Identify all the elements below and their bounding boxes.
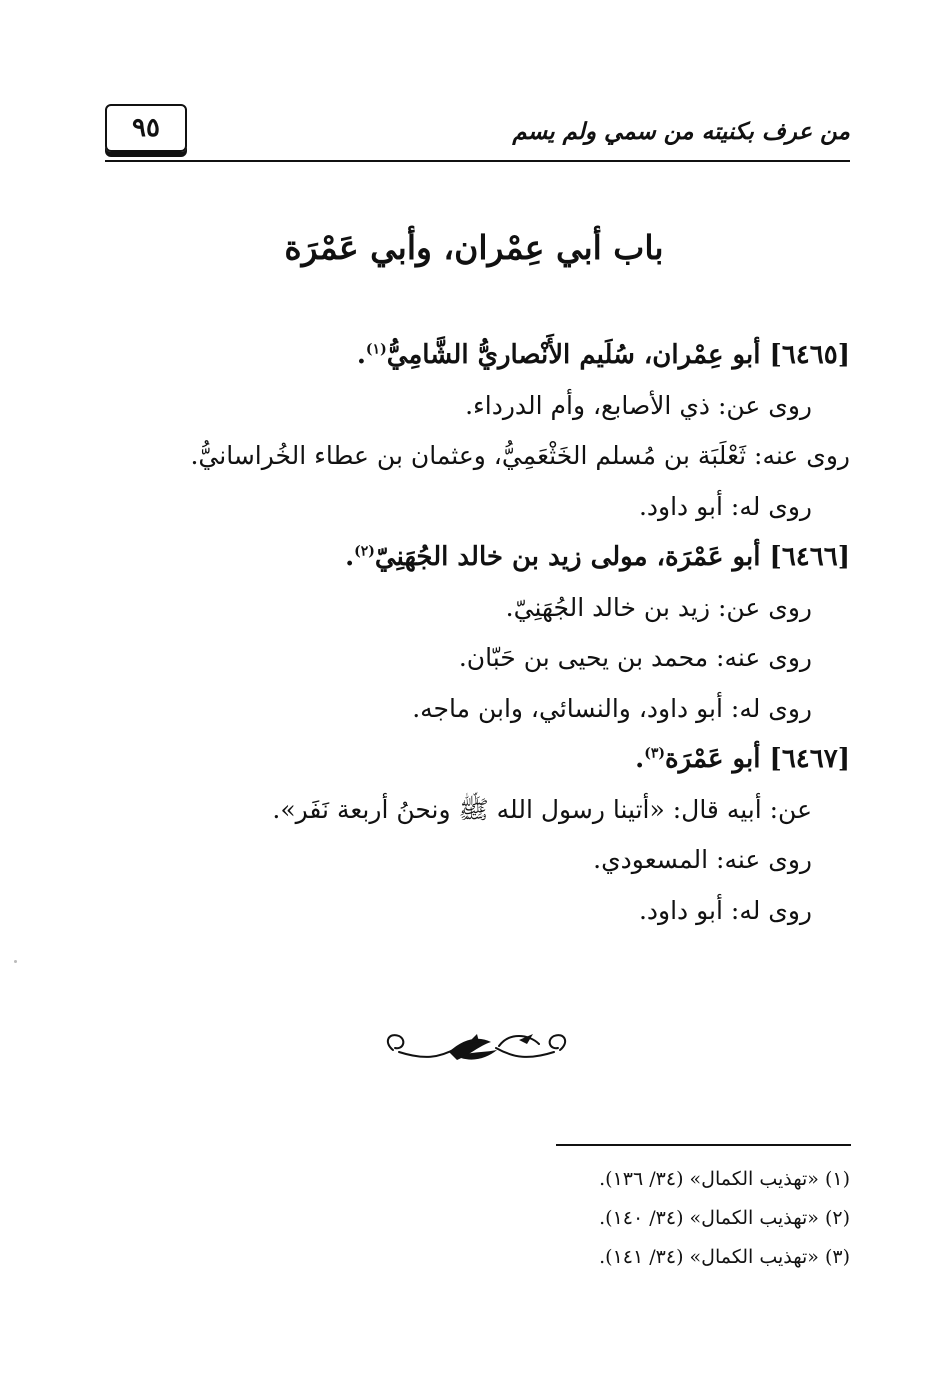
footnotes (350, 1160, 850, 1277)
footnote: (٣) «تهذيب الكمال» (٣٤/ ١٤١). (599, 1246, 850, 1268)
footnote-ref: (٢) (354, 543, 375, 560)
entry-number: [٦٤٦٦] (769, 542, 850, 572)
entry-line: روى له: أبو داود. (638, 895, 812, 925)
running-header (105, 100, 850, 162)
entry-name: أبو عَمْرَة (664, 744, 761, 774)
entry-line: روى عنه: محمد بن يحيى بن حَبّان. (458, 643, 812, 672)
entry-name: أبو عَمْرَة، مولى زيد بن خالد الجُهَنِيّ (374, 542, 761, 572)
entry-number: [٦٤٦٥] (769, 340, 850, 370)
footnote-separator (556, 1144, 851, 1146)
footnote: (١) «تهذيب الكمال» (٣٤/ ١٣٦). (599, 1168, 850, 1190)
entry-line: روى له: أبو داود. (638, 491, 812, 521)
chapter-title: باب أبي عِمْران، وأبي عَمْرَة (284, 228, 664, 267)
entry-line: روى عنه: المسعودي. (593, 845, 812, 874)
entry-line: روى له: أبو داود، والنسائي، وابن ماجه. (412, 693, 812, 723)
entry-end: . (345, 542, 355, 572)
entry-line: روى عنه: ثَعْلَبَة بن مُسلم الخَثْعَمِيُّ، وعثمان بن عطاء الخُراسانيُّ. (190, 441, 850, 470)
footnote: (٢) «تهذيب الكمال» (٣٤/ ١٤٠). (599, 1207, 850, 1229)
scan-speck (14, 960, 17, 963)
footnote-ref: (١) (365, 341, 387, 358)
page-number: ٩٥ (105, 104, 187, 152)
ornament-divider-icon (379, 1022, 574, 1074)
running-title: من عرف بكنيته من سمي ولم يسم (512, 118, 850, 145)
entry-line: عن: أبيه قال: «أتينا رسول الله ﷺ ونحنُ أربعة نَفَر». (272, 794, 812, 824)
entry-heading (90, 532, 850, 583)
entry-line: روى عن: زيد بن خالد الجُهَنِيّ. (505, 592, 812, 622)
entry-heading (90, 330, 850, 381)
entry-end: . (356, 340, 366, 370)
entry-line: روى عن: ذي الأصابع، وأم الدرداء. (465, 390, 812, 420)
entry-end: . (635, 744, 645, 774)
entry-name: أبو عِمْران، سُلَيم الأَنْصاريُّ الشَّامِيُّ (386, 340, 761, 370)
entry-heading (90, 734, 850, 785)
footnote-ref: (٣) (644, 745, 665, 762)
entries-list (90, 330, 850, 936)
entry-number: [٦٤٦٧] (769, 744, 850, 774)
